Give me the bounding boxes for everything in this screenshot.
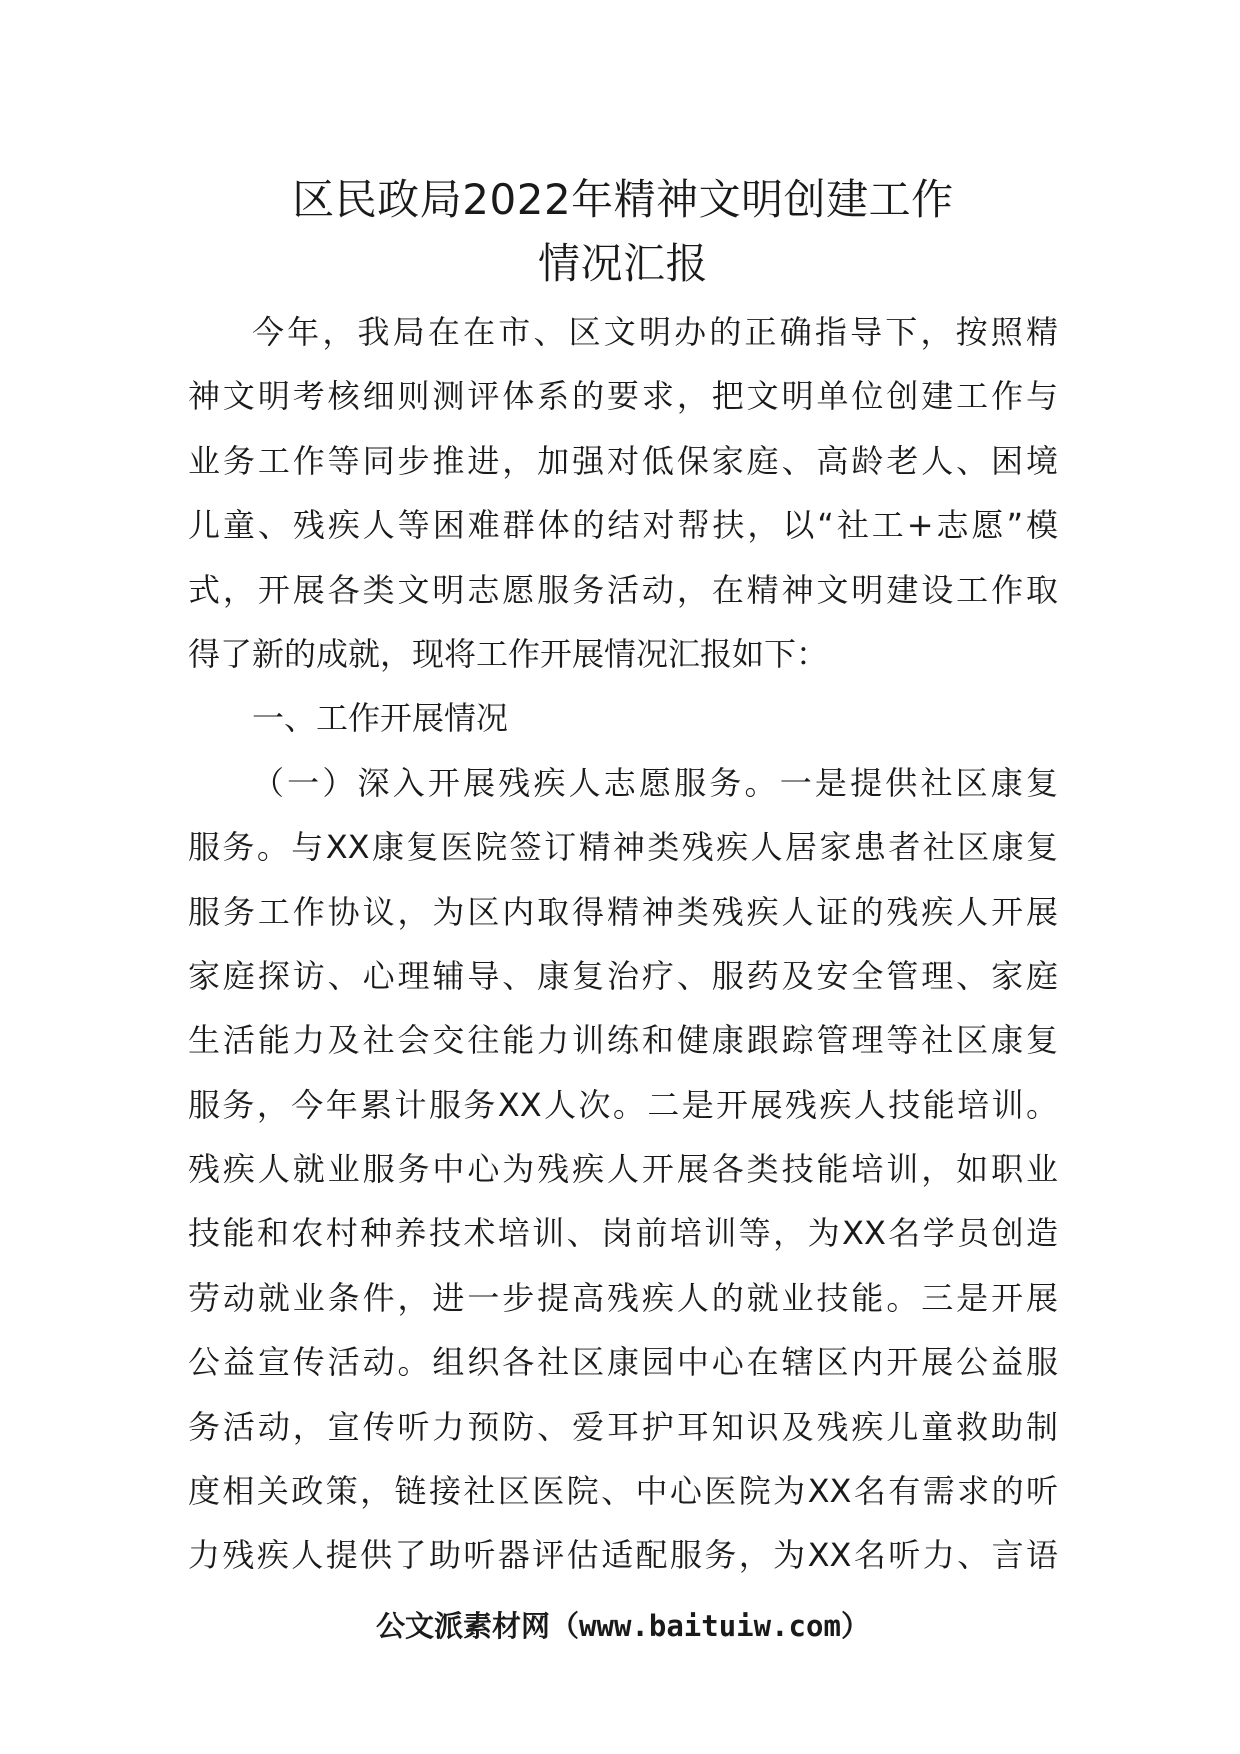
footer-site-name: 公文派素材网 [376,1609,551,1643]
title-line-1: 区民政局2022年精神文明创建工作 [292,175,954,224]
body-line: 生活能力及社会交往能力训练和健康跟踪管理等社区康复 [188,1021,1058,1060]
body-line: 服务工作协议，为区内取得精神类残疾人证的残疾人开展 [188,892,1058,931]
body-line: 残疾人就业服务中心为残疾人开展各类技能培训，如职业 [188,1150,1058,1189]
body-line: 力残疾人提供了助听器评估适配服务，为XX名听力、言语 [188,1536,1058,1575]
body-line: 务活动，宣传听力预防、爱耳护耳知识及残疾儿童救助制 [188,1407,1058,1446]
body-line: 服务，今年累计服务XX人次。二是开展残疾人技能培训。 [188,1085,1058,1124]
body-line: 劳动就业条件，进一步提高残疾人的就业技能。三是开展 [188,1278,1058,1317]
section-heading: 一、工作开展情况 [252,699,509,738]
body-line: （一）深入开展残疾人志愿服务。一是提供社区康复 [252,763,1058,802]
body-line: 式，开展各类文明志愿服务活动，在精神文明建设工作取 [188,570,1058,609]
page-footer [188,1606,1058,1646]
body-line: 公益宣传活动。组织各社区康园中心在辖区内开展公益服 [188,1343,1058,1382]
document-body [188,300,1058,1588]
body-line: 家庭探访、心理辅导、康复治疗、服药及安全管理、家庭 [188,956,1058,995]
body-line: 技能和农村种养技术培训、岗前培训等，为XX名学员创造 [188,1214,1058,1253]
body-line: 儿童、残疾人等困难群体的结对帮扶，以“社工+志愿”模 [188,506,1058,545]
footer-site-url: （www.baituiw.com） [550,1609,870,1643]
body-line: 业务工作等同步推进，加强对低保家庭、高龄老人、困境 [188,441,1058,480]
body-line: 度相关政策，链接社区医院、中心医院为XX名有需求的听 [188,1472,1058,1511]
document-title [188,168,1058,296]
body-line: 得了新的成就，现将工作开展情况汇报如下： [188,634,829,673]
body-line: 神文明考核细则测评体系的要求，把文明单位创建工作与 [188,377,1058,416]
body-line: 服务。与XX康复医院签订精神类残疾人居家患者社区康复 [188,828,1058,867]
body-line: 今年，我局在在市、区文明办的正确指导下，按照精 [252,313,1058,351]
title-line-2: 情况汇报 [537,239,708,288]
